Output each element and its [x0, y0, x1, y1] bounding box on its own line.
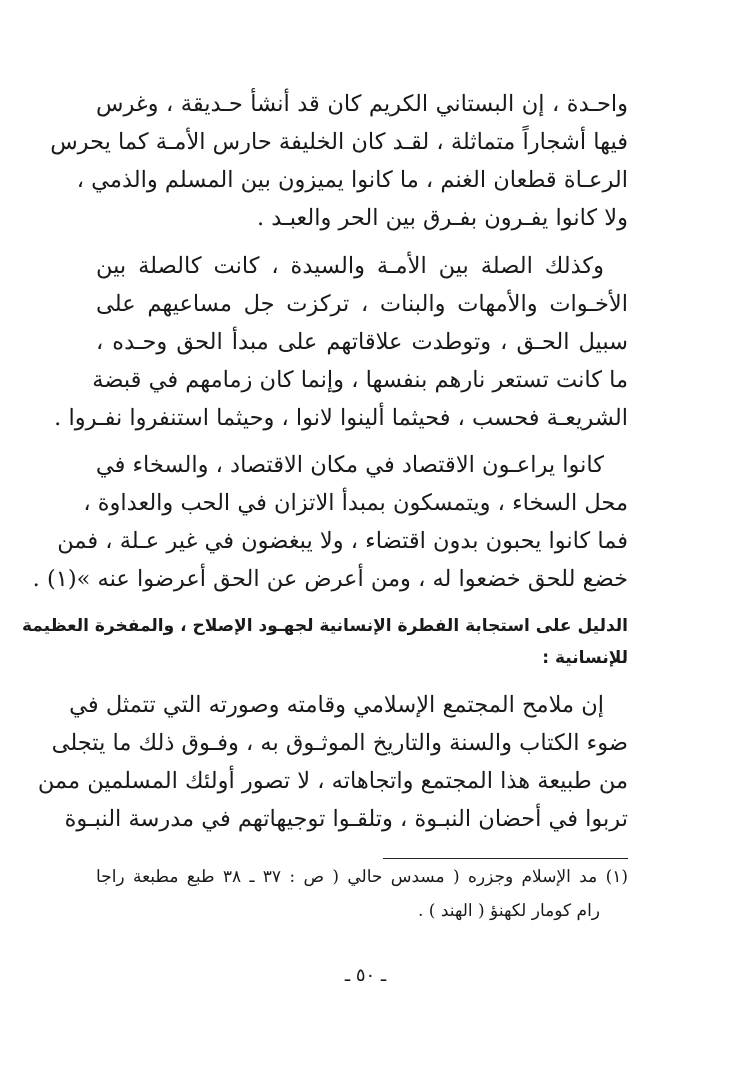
paragraph-2 — [54, 247, 628, 437]
paragraph-4 — [37, 686, 628, 838]
text-line: خضع للحق خضعوا له ، ومن أعرض عن الحق أعرضوا عنه »(١) . — [32, 566, 628, 592]
text-line: فيها أشجاراً متماثلة ، لقـد كان الخليفة حارس الأمـة كما يحرس — [50, 129, 628, 155]
footnote-line: رام كومار لكهنؤ ( الهند ) . — [417, 901, 600, 921]
footnote-divider — [383, 858, 628, 859]
text-line: إن ملامح المجتمع الإسلامي وقامته وصورته التي تتمثل في — [69, 692, 604, 718]
footnote-line: (١) مد الإسلام وجزره ( مسدس حالي ( ص : ٣٧ ـ ٣٨ طبع مطبعة راجا — [96, 867, 628, 887]
heading-line: الدليل على استجابة الفطرة الإنسانية لجهـود الإصلاح ، والمفخرة العظيمة — [21, 616, 628, 636]
text-line: ضوء الكتاب والسنة والتاريخ الموثـوق به ، وفـوق ذلك ما يتجلى — [51, 730, 628, 756]
heading-line: للإنسانية : — [542, 648, 628, 668]
text-line: وكذلك الصلة بين الأمـة والسيدة ، كانت كالصلة بين — [96, 253, 604, 279]
section-heading — [21, 610, 628, 674]
text-line: سبيل الحـق ، وتوطدت علاقاتهم على مبدأ الحق وحـده ، — [96, 329, 628, 355]
text-line: تربوا في أحضان النبـوة ، وتلقـوا توجيهاتهم في مدرسة النبـوة — [64, 806, 628, 832]
text-line: ولا كانوا يفـرون بفـرق بين الحر والعبـد . — [256, 205, 628, 231]
text-line: من طبيعة هذا المجتمع واتجاهاته ، لا تصور أولئك المسلمين ممن — [37, 768, 628, 794]
footnote — [96, 860, 628, 928]
paragraph-1 — [50, 85, 628, 237]
text-line: الرعـاة قطعان الغنم ، ما كانوا يميزون بين المسلم والذمي ، — [76, 167, 628, 193]
page-number: ـ ٥٠ ـ — [344, 965, 387, 986]
text-line: محل السخاء ، ويتمسكون بمبدأ الاتزان في الحب والعداوة ، — [83, 490, 628, 516]
text-line: الأخـوات والأمهات والبنات ، تركزت جل مساعيهم على — [96, 291, 628, 317]
paragraph-3 — [32, 446, 628, 598]
text-line: الشريعـة فحسب ، فحيثما ألينوا لانوا ، وحيثما استنفروا نفـروا . — [54, 405, 628, 431]
text-line: فما كانوا يحبون بدون اقتضاء ، ولا يبغضون في غير عـلة ، فمن — [57, 528, 628, 554]
text-line: واحـدة ، إن البستاني الكريم كان قد أنشأ حـديقة ، وغرس — [96, 91, 628, 117]
text-line: كانوا يراعـون الاقتصاد في مكان الاقتصاد ، والسخاء في — [95, 452, 604, 478]
text-line: ما كانت تستعر نارهم بنفسها ، وإنما كان زمامهم في قبضة — [92, 367, 628, 393]
